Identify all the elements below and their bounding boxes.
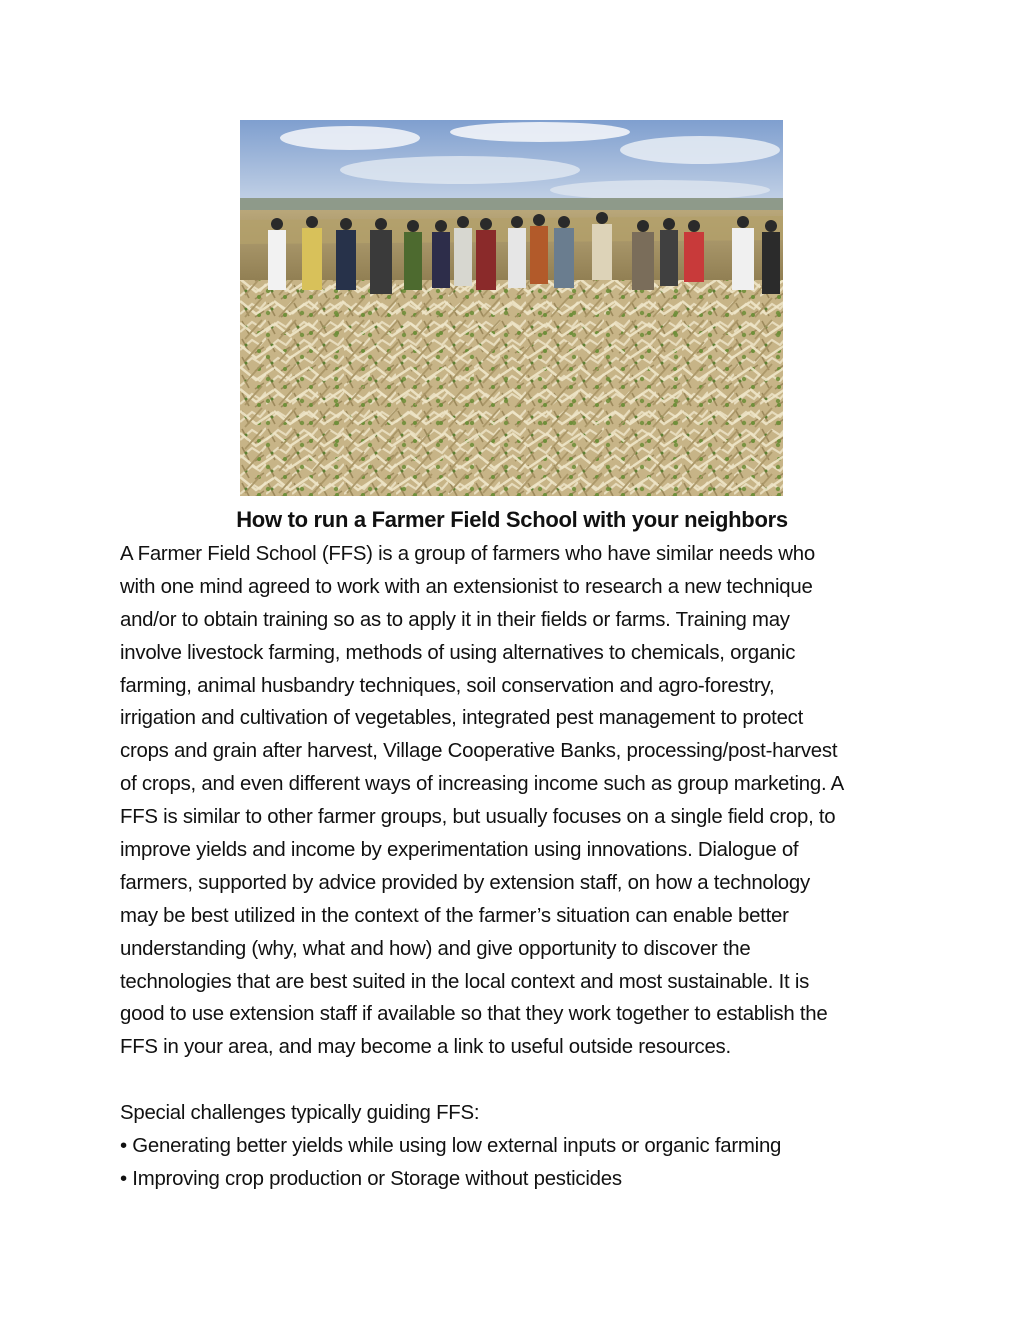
paragraph-line: and/or to obtain training so as to apply it in their fields or farms. Training may	[120, 608, 790, 631]
paragraph-line: good to use extension staff if available so that they work together to establish the	[120, 1003, 828, 1026]
paragraph-line: A Farmer Field School (FFS) is a group of farmers who have similar needs who	[120, 543, 815, 565]
paragraph-line: FFS is similar to other farmer groups, but usually focuses on a single field crop, to	[120, 806, 836, 829]
paragraph-line: involve livestock farming, methods of using alternatives to chemicals, organic	[120, 641, 796, 664]
document-title: How to run a Farmer Field School with your neighbors	[236, 507, 788, 532]
document-body	[120, 538, 910, 1196]
challenges-heading: Special challenges typically guiding FFS:	[120, 1102, 480, 1125]
list-item: • Generating better yields while using low external inputs or organic farming	[120, 1135, 782, 1158]
paragraph-line: irrigation and cultivation of vegetables, integrated pest management to protect	[120, 707, 804, 730]
challenges-list	[120, 1130, 910, 1196]
paragraph-line: farming, animal husbandry techniques, soil conservation and agro-forestry,	[120, 674, 775, 697]
paragraph-line: improve yields and income by experimentation using innovations. Dialogue of	[120, 839, 799, 862]
paragraph-line: crops and grain after harvest, Village Cooperative Banks, processing/post-harvest	[120, 740, 838, 763]
paragraph-line: of crops, and even different ways of increasing income such as group marketing. A	[120, 773, 845, 796]
intro-paragraph	[120, 538, 910, 1064]
list-item: • Improving crop production or Storage without pesticides	[120, 1167, 622, 1190]
paragraph-line: with one mind agreed to work with an extensionist to research a new technique	[120, 575, 813, 598]
paragraph-line: understanding (why, what and how) and give opportunity to discover the	[120, 937, 751, 960]
paragraph-line: may be best utilized in the context of the farmer’s situation can enable better	[120, 904, 789, 927]
paragraph-line: FFS in your area, and may become a link to useful outside resources.	[120, 1036, 731, 1059]
field-photo	[240, 120, 783, 496]
paragraph-line: technologies that are best suited in the local context and most sustainable. It is	[120, 970, 810, 993]
paragraph-spacer	[120, 1064, 910, 1097]
paragraph-line: farmers, supported by advice provided by extension staff, on how a technology	[120, 871, 810, 894]
